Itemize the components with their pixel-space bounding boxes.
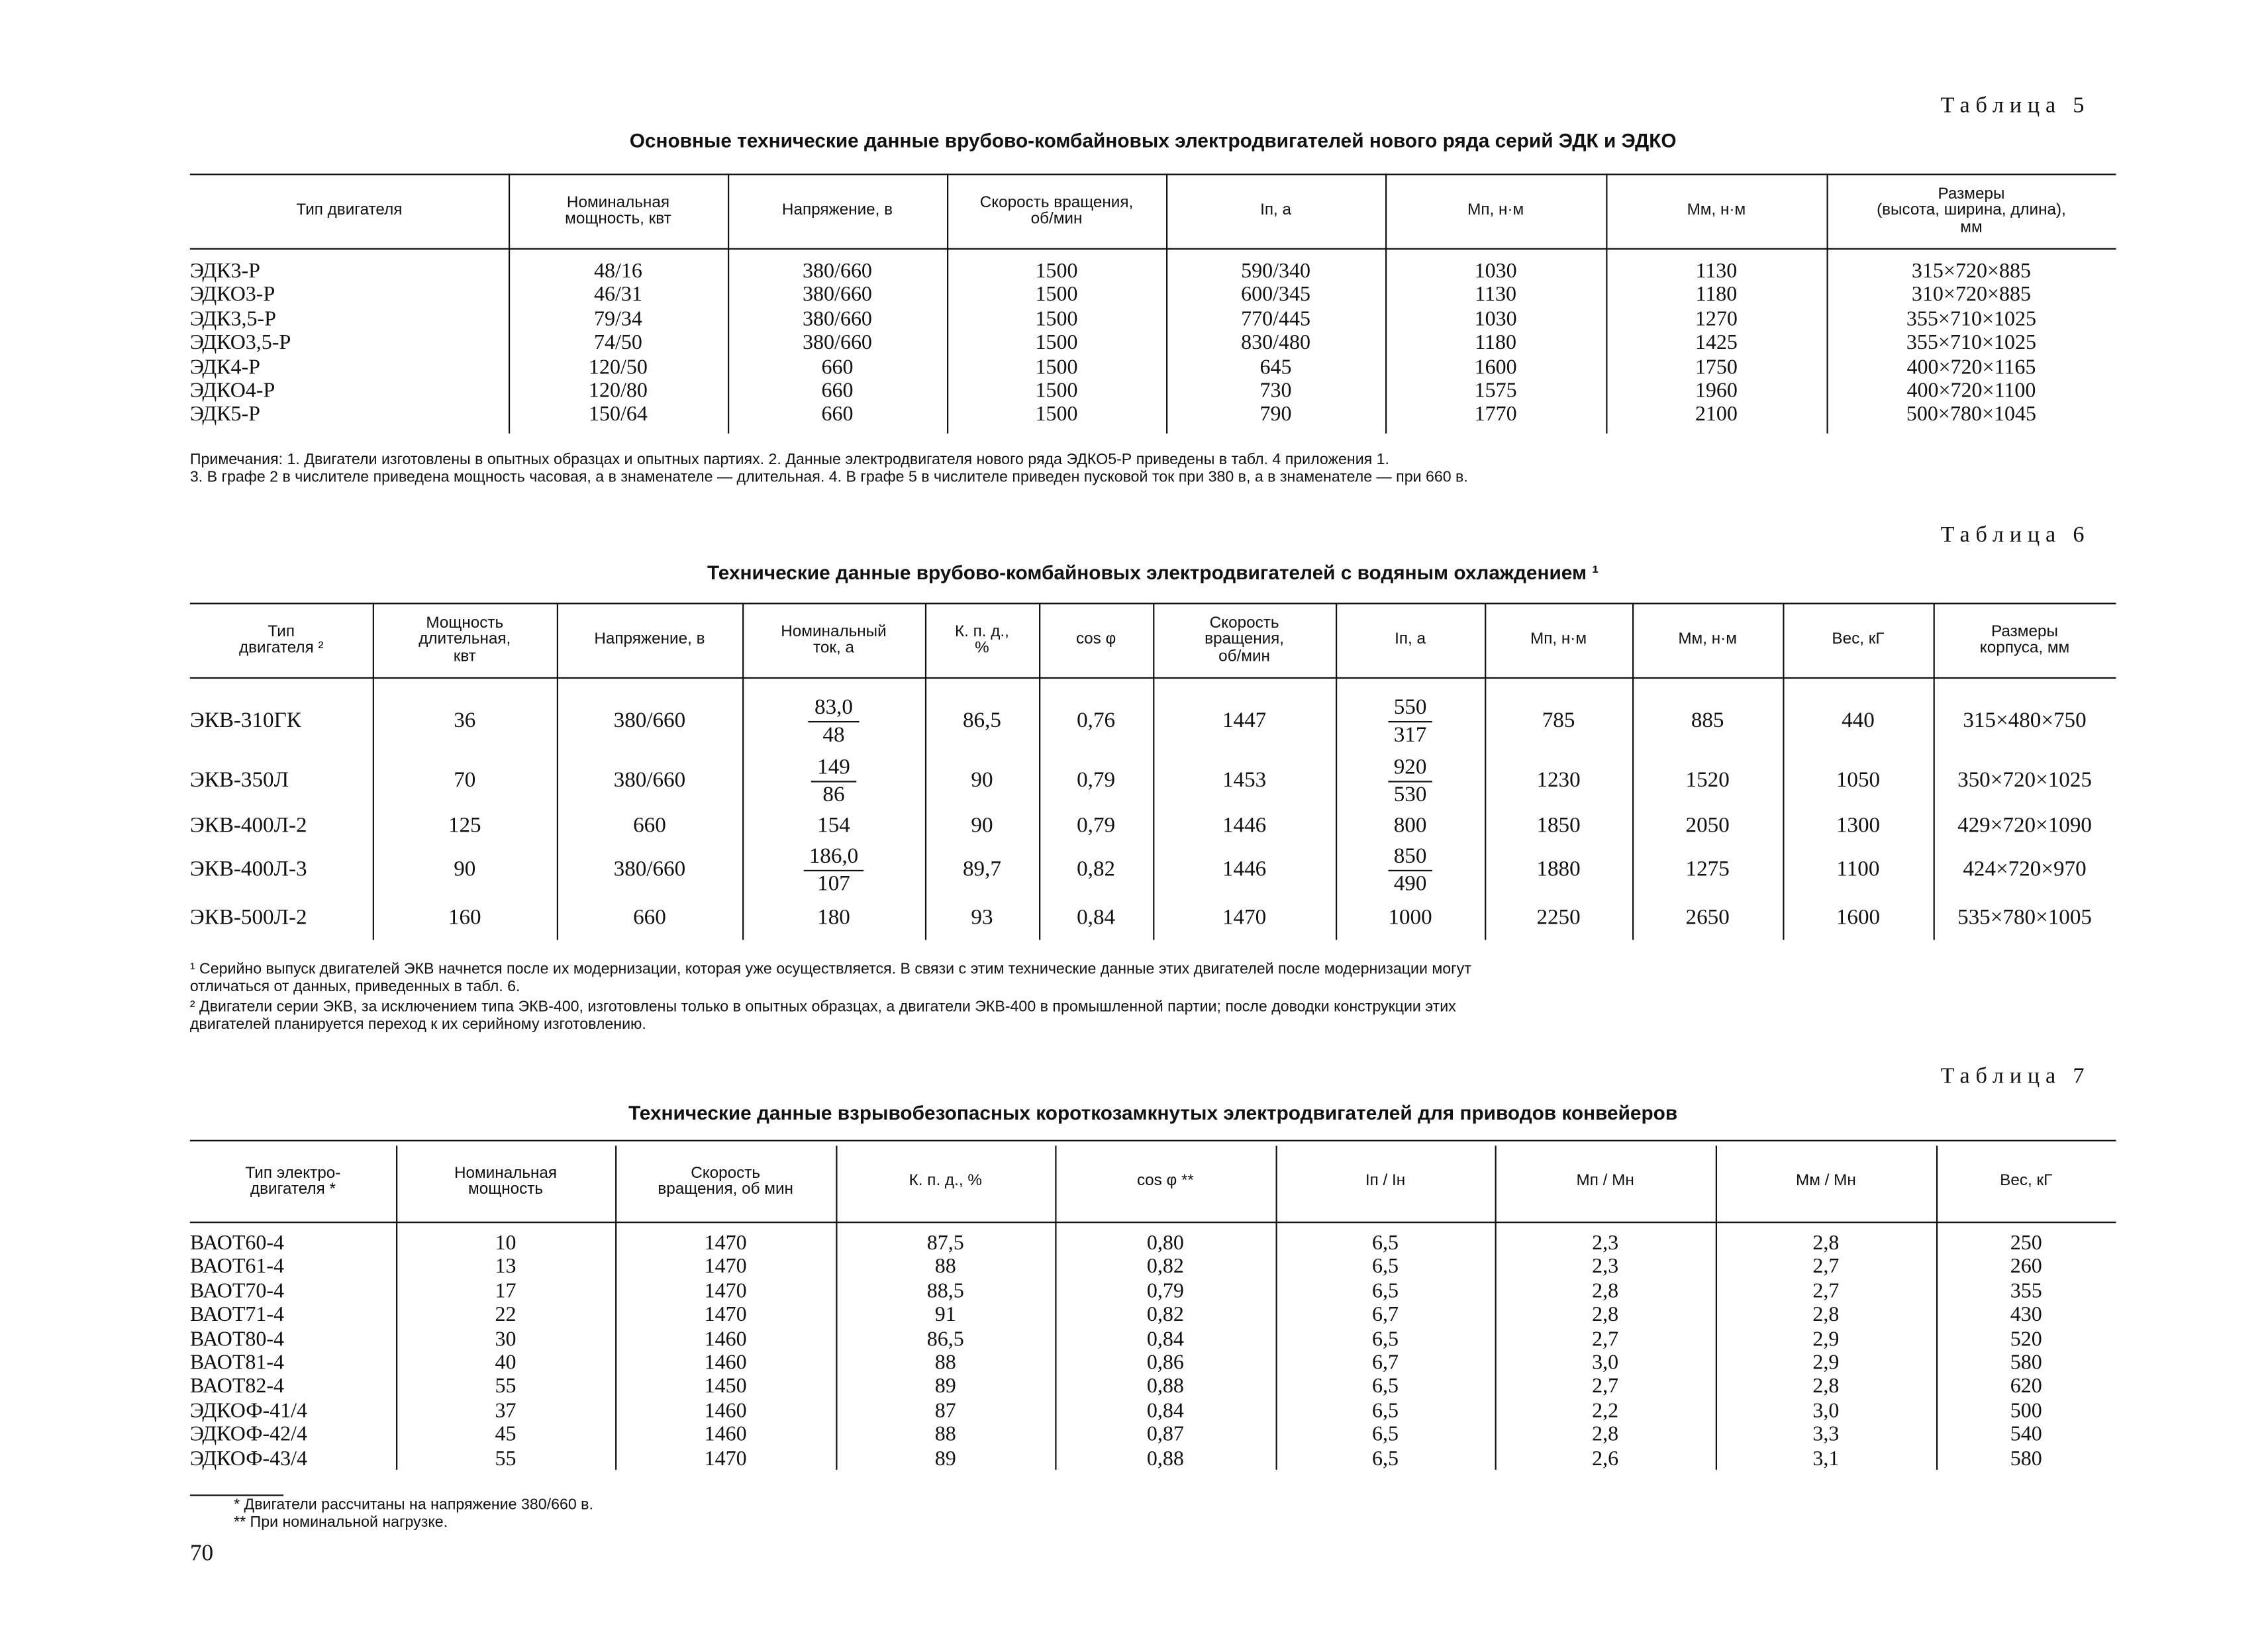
table7-cell: ЭДКОФ-43/4: [189, 1447, 308, 1471]
table7-cell: 87,5: [926, 1232, 964, 1255]
table5-cell: 74/50: [594, 331, 642, 356]
table6-footnote-1: ¹ Серийно выпуск двигателей ЭКВ начнется после их модернизации, которая уже осуществляется. В связи с этим технические данные этих двигателей после модернизации могут отличаться от данных, приведенных в табл. 6.: [189, 960, 1471, 995]
table5-cell: ЭДК3,5-Р: [189, 307, 276, 331]
table6-cell: 0,76: [1077, 708, 1116, 732]
table6-header-cell: Скорость вращения, об/мин: [1205, 614, 1285, 665]
table5-cell: ЭДКО3-Р: [189, 283, 275, 307]
table5-cell: 120/80: [589, 379, 648, 403]
table6-cell: ЭКВ-350Л: [189, 768, 289, 792]
table6-cell: 2650: [1685, 905, 1730, 930]
table7-header-cell: cos φ **: [1136, 1172, 1194, 1190]
table6-cell: $\frac{83,0}{48}$: [742, 692, 925, 750]
table6-cell: 1453: [1222, 768, 1267, 792]
table5-cell: 400×720×1165: [1906, 355, 2036, 379]
table7-cell: 0,79: [1146, 1279, 1184, 1304]
table6-label: Таблица 6: [1940, 522, 2091, 548]
table7-cell: ВАОТ71-4: [189, 1303, 285, 1328]
table5-cell: 380/660: [803, 307, 872, 331]
table7-header-cell: Вес, кГ: [2000, 1172, 2053, 1190]
table6-cell: 1300: [1836, 813, 1881, 838]
table7-cell: 2,7: [1812, 1279, 1840, 1304]
table7-cell: 0,80: [1146, 1232, 1184, 1255]
table6-cell: $\frac{850}{490}$: [1336, 841, 1485, 899]
table6-cell: 785: [1542, 708, 1575, 732]
table5-header-cell: Мп, н·м: [1467, 201, 1524, 220]
table6-cell: 0,82: [1077, 857, 1116, 881]
table5-cell: 400×720×1100: [1906, 379, 2036, 403]
table7-cell: 2,7: [1592, 1328, 1619, 1351]
table7-cell: 2,9: [1812, 1351, 1840, 1375]
table7-cell: 580: [2010, 1447, 2042, 1471]
table5-cell: 355×710×1025: [1906, 307, 2037, 331]
table5-cell: 1270: [1695, 307, 1738, 331]
table7-cell: 6,5: [1372, 1255, 1399, 1279]
table6-cell: 380/660: [613, 708, 686, 732]
table7-cell: 37: [495, 1399, 517, 1423]
table7-top-rule: [190, 1140, 2116, 1141]
table6-cell: 70: [454, 768, 476, 792]
table6-cell: 380/660: [613, 768, 686, 792]
table5-cell: 1425: [1695, 331, 1738, 356]
table5-cell: 1500: [1035, 283, 1078, 307]
table5-cell: 46/31: [594, 283, 642, 307]
table6-cell: 90: [971, 768, 993, 792]
table7-cell: 88: [934, 1255, 956, 1279]
table7-cell: 6,5: [1372, 1279, 1399, 1304]
table7-cell: 6,5: [1372, 1375, 1399, 1399]
table7-cell: 1450: [704, 1375, 747, 1399]
table7-cell: 3,1: [1812, 1447, 1840, 1471]
table6-header-cell: Тип двигателя ²: [238, 622, 324, 657]
table7-footnote-1: * Двигатели рассчитаны на напряжение 380/660 в.: [234, 1496, 593, 1514]
table5-cell: 1180: [1475, 331, 1517, 356]
table7-cell: 6,5: [1372, 1232, 1399, 1255]
table7-cell: 355: [2010, 1279, 2042, 1304]
table6-cell: ЭКВ-400Л-3: [189, 857, 307, 881]
table7-cell: 6,5: [1372, 1399, 1399, 1423]
table7-cell: 1470: [704, 1232, 747, 1255]
table7-cell: 22: [495, 1303, 517, 1328]
table7-cell: ВАОТ61-4: [189, 1255, 285, 1279]
table7-cell: 17: [495, 1279, 517, 1304]
table7-cell: 0,86: [1146, 1351, 1184, 1375]
table6-cell: 660: [633, 905, 666, 930]
table6-cell: 440: [1842, 708, 1875, 732]
table5-cell: 1500: [1035, 331, 1078, 356]
table7-cell: 2,7: [1812, 1255, 1840, 1279]
table5-cell: 1130: [1695, 260, 1738, 283]
table6-cell: 535×780×1005: [1957, 905, 2092, 930]
table6-cell: 1600: [1836, 905, 1881, 930]
table5-title: Основные технические данные врубово-комбайновых электродвигателей нового ряда серий ЭДК и ЭДКО: [629, 130, 1677, 152]
table7-cell: 0,88: [1146, 1375, 1184, 1399]
table6-cell: 1230: [1536, 768, 1581, 792]
table5-cell: 1030: [1474, 260, 1517, 283]
table7-header-rule: [190, 1222, 2116, 1223]
table6-cell: 429×720×1090: [1957, 813, 2092, 838]
table5-cell: 1180: [1695, 283, 1738, 307]
table7-cell: 260: [2010, 1255, 2042, 1279]
table5-header-cell: Iп, а: [1260, 201, 1291, 220]
table7-header-cell: Номинальная мощность: [454, 1164, 558, 1198]
table5-cell: 1500: [1035, 260, 1078, 283]
table5-cell: 1030: [1474, 307, 1517, 331]
table6-header-cell: Iп, а: [1395, 630, 1426, 649]
table6-cell: 0,79: [1077, 768, 1116, 792]
table5-note: Примечания: 1. Двигатели изготовлены в опытных образцах и опытных партиях. 2. Данные электродвигателя нового ряда ЭДКО5-Р приведены в табл. 4 приложения 1. 3. В графе 2 в числителе приведена мощность часовая, а в знаменателе — длительная. 4. В графе 5 в числителе приведен пусковой ток при 380 в, а в знаменателе — при 660 в.: [189, 451, 1468, 485]
table5-cell: 730: [1259, 379, 1292, 403]
table7-cell: 430: [2010, 1303, 2042, 1328]
table7-cell: ВАОТ80-4: [189, 1328, 285, 1351]
table5-cell: 1500: [1035, 307, 1078, 331]
table5-cell: 500×780×1045: [1906, 403, 2037, 427]
table6-cell: 89,7: [963, 857, 1001, 881]
table5-cell: ЭДКО4-Р: [189, 379, 275, 403]
table5-cell: 1500: [1035, 379, 1078, 403]
table7-cell: ВАОТ60-4: [189, 1232, 285, 1255]
table6-cell: 1446: [1222, 813, 1267, 838]
table7-cell: 6,7: [1372, 1351, 1399, 1375]
table6-header-cell: Мощность длительная, квт: [419, 614, 511, 665]
table7-cell: 1460: [704, 1328, 747, 1351]
table7-cell: 0,87: [1146, 1423, 1184, 1447]
table6-cell: 154: [817, 813, 850, 838]
table7-cell: 2,8: [1812, 1375, 1840, 1399]
table7-cell: 2,6: [1592, 1447, 1619, 1471]
table6-cell: ЭКВ-310ГК: [189, 708, 301, 732]
table7-cell: 88: [934, 1351, 956, 1375]
table6-cell: 380/660: [613, 857, 686, 881]
table7-cell: 40: [495, 1351, 517, 1375]
table7-cell: 0,84: [1146, 1399, 1184, 1423]
table6-cell: 315×480×750: [1963, 708, 2087, 732]
table7-cell: 0,82: [1146, 1303, 1184, 1328]
table6-cell: 1850: [1536, 813, 1581, 838]
table5-cell: 1130: [1475, 283, 1517, 307]
table7-cell: 2,8: [1812, 1232, 1840, 1255]
table6-title: Технические данные врубово-комбайновых электродвигателей с водяным охлаждением ¹: [707, 561, 1599, 584]
table5-cell: 310×720×885: [1911, 283, 2032, 307]
table5-cell: ЭДК4-Р: [189, 355, 260, 379]
table7-header-cell: Скорость вращения, об мин: [658, 1164, 793, 1198]
table5-cell: 380/660: [803, 331, 872, 356]
table7-cell: 88,5: [926, 1279, 964, 1304]
table7-label: Таблица 7: [1940, 1064, 2091, 1089]
table7-cell: 3,0: [1592, 1351, 1619, 1375]
table5-header-cell: Номинальная мощность, квт: [565, 193, 671, 228]
table5-cell: 380/660: [803, 283, 872, 307]
table6-cell: 1447: [1222, 708, 1267, 732]
table5-cell: 1960: [1695, 379, 1738, 403]
table6-cell: 1100: [1836, 857, 1880, 881]
table6-cell: 160: [448, 905, 481, 930]
table6-header-cell: Номинальный ток, а: [781, 622, 887, 657]
table5-cell: ЭДК5-Р: [189, 403, 260, 427]
table6-header-cell: Размеры корпуса, мм: [1979, 622, 2070, 657]
table6-cell: 2250: [1536, 905, 1581, 930]
table7-cell: 0,88: [1146, 1447, 1184, 1471]
table5-cell: ЭДК3-Р: [189, 260, 260, 283]
table5-cell: 355×710×1025: [1906, 331, 2037, 356]
table7-header-cell: Мм / Мн: [1795, 1172, 1856, 1190]
table7-cell: 580: [2010, 1351, 2042, 1375]
table5-cell: 660: [821, 403, 854, 427]
table7-cell: 2,8: [1592, 1423, 1619, 1447]
table7-cell: 540: [2010, 1423, 2042, 1447]
table7-cell: 55: [495, 1375, 517, 1399]
table7-cell: 13: [495, 1255, 517, 1279]
table7-cell: 250: [2010, 1232, 2042, 1255]
table6-cell: 1470: [1222, 905, 1267, 930]
table6-header-cell: К. п. д., %: [955, 622, 1009, 657]
table7-cell: 45: [495, 1423, 517, 1447]
table7-cell: ВАОТ70-4: [189, 1279, 285, 1304]
table7-cell: 1470: [704, 1255, 747, 1279]
table7-cell: ВАОТ82-4: [189, 1375, 285, 1399]
table6-cell: 180: [817, 905, 850, 930]
table6-cell: 660: [633, 813, 666, 838]
table5-cell: 120/50: [589, 355, 648, 379]
table7-header-cell: Iп / Iн: [1365, 1172, 1406, 1190]
table5-cell: 48/16: [594, 260, 642, 283]
table6-cell: 1880: [1536, 857, 1581, 881]
table7-cell: 500: [2010, 1399, 2042, 1423]
table5-cell: 2100: [1695, 403, 1738, 427]
table7-cell: 89: [934, 1447, 956, 1471]
table7-cell: 6,5: [1372, 1328, 1399, 1351]
table7-cell: 1460: [704, 1351, 747, 1375]
table6-cell: ЭКВ-400Л-2: [189, 813, 307, 838]
table6-cell: $\frac{186,0}{107}$: [742, 841, 925, 899]
table7-cell: 520: [2010, 1328, 2042, 1351]
table6-cell: 1275: [1685, 857, 1730, 881]
table6-cell: $\frac{550}{317}$: [1336, 692, 1485, 750]
table6-cell: 125: [448, 813, 481, 838]
table6-cell: 885: [1691, 708, 1724, 732]
table6-header-cell: Мм, н·м: [1678, 630, 1737, 649]
table5-cell: 1500: [1035, 355, 1078, 379]
table7-cell: 2,9: [1812, 1328, 1840, 1351]
table6-cell: 350×720×1025: [1957, 768, 2092, 792]
table7-cell: 2,8: [1592, 1279, 1619, 1304]
table5-label: Таблица 5: [1940, 93, 2091, 119]
table5-cell: 770/445: [1241, 307, 1310, 331]
table7-cell: 1460: [704, 1399, 747, 1423]
table6-cell: 1000: [1388, 905, 1432, 930]
table5-cell: 79/34: [594, 307, 642, 331]
table6-header-cell: Напряжение, в: [594, 630, 705, 649]
table6-cell: 800: [1393, 813, 1427, 838]
table5-header-cell: Тип двигателя: [296, 201, 403, 220]
table5-cell: 590/340: [1241, 260, 1310, 283]
table5-cell: 660: [821, 379, 854, 403]
table7-cell: 6,5: [1372, 1423, 1399, 1447]
table6-cell: 90: [454, 857, 476, 881]
table7-cell: 30: [495, 1328, 517, 1351]
table7-cell: ВАОТ81-4: [189, 1351, 285, 1375]
table5-cell: 790: [1259, 403, 1292, 427]
table7-cell: 0,84: [1146, 1328, 1184, 1351]
table7-cell: 1470: [704, 1447, 747, 1471]
table7-cell: ЭДКОФ-42/4: [189, 1423, 308, 1447]
table7-cell: 3,3: [1812, 1423, 1840, 1447]
table6-cell: 36: [454, 708, 476, 732]
table7-cell: 1460: [704, 1423, 747, 1447]
table6-cell: 93: [971, 905, 993, 930]
page-number: 70: [189, 1541, 214, 1567]
table5-header-cell: Размеры (высота, ширина, длина), мм: [1877, 185, 2066, 236]
table6-header-cell: Вес, кГ: [1832, 630, 1885, 649]
table7-cell: 6,7: [1372, 1303, 1399, 1328]
table5-header-cell: Напряжение, в: [781, 201, 893, 220]
table7-cell: ЭДКОФ-41/4: [189, 1399, 308, 1423]
table7-cell: 3,0: [1812, 1399, 1840, 1423]
table7-title: Технические данные взрывобезопасных короткозамкнутых электродвигателей для приводов конвейеров: [628, 1102, 1678, 1124]
table5-cell: 380/660: [803, 260, 872, 283]
table5-header-cell: Скорость вращения, об/мин: [979, 193, 1134, 228]
table6-cell: 86,5: [963, 708, 1001, 732]
table7-cell: 86,5: [926, 1328, 964, 1351]
table7-cell: 6,5: [1372, 1447, 1399, 1471]
table6-cell: 1050: [1836, 768, 1881, 792]
table6-header-cell: cos φ: [1075, 630, 1116, 649]
table7-cell: 87: [934, 1399, 956, 1423]
table7-cell: 55: [495, 1447, 517, 1471]
table7-cell: 1470: [704, 1303, 747, 1328]
table7-cell: 0,82: [1146, 1255, 1184, 1279]
table6-cell: ЭКВ-500Л-2: [189, 905, 307, 930]
table7-cell: 91: [934, 1303, 956, 1328]
table7-cell: 2,8: [1812, 1303, 1840, 1328]
table7-cell: 2,8: [1592, 1303, 1619, 1328]
table5-cell: 315×720×885: [1911, 260, 2032, 283]
table5-cell: 645: [1259, 355, 1292, 379]
table5-cell: 1575: [1474, 379, 1517, 403]
table7-cell: 1470: [704, 1279, 747, 1304]
table6-cell: $\frac{920}{530}$: [1336, 751, 1485, 810]
table5-cell: 1770: [1474, 403, 1517, 427]
table6-cell: 90: [971, 813, 993, 838]
table7-cell: 2,2: [1592, 1399, 1619, 1423]
table7-cell: 2,7: [1592, 1375, 1619, 1399]
table6-cell: 0,79: [1077, 813, 1116, 838]
table6-footnote-2: ² Двигатели серии ЭКВ, за исключением типа ЭКВ-400, изготовлены только в опытных образцах, а двигатели ЭКВ-400 в промышленной партии; после доводки конструкции этих двигателей планируется переход к их серийному изготовлению.: [189, 998, 1456, 1033]
table6-cell: 424×720×970: [1963, 857, 2087, 881]
table5-cell: 150/64: [589, 403, 648, 427]
table7-cell: 620: [2010, 1375, 2042, 1399]
table7-header-cell: Тип электро- двигателя *: [245, 1164, 341, 1198]
table7-cell: 88: [934, 1423, 956, 1447]
table5-header-cell: Мм, н·м: [1687, 201, 1746, 220]
table5-cell: 830/480: [1241, 331, 1310, 356]
table7-footnote-2: ** При номинальной нагрузке.: [234, 1513, 448, 1531]
table7-cell: 2,3: [1592, 1255, 1619, 1279]
table6-header-cell: Мп, н·м: [1530, 630, 1587, 649]
table5-cell: 660: [821, 355, 854, 379]
table7-cell: 2,3: [1592, 1232, 1619, 1255]
table5-cell: 1600: [1474, 355, 1517, 379]
table5-cell: 600/345: [1241, 283, 1310, 307]
table5-cell: 1500: [1035, 403, 1078, 427]
table7-cell: 10: [495, 1232, 517, 1255]
table6-cell: 0,84: [1077, 905, 1116, 930]
table7-header-cell: Мп / Мн: [1576, 1172, 1634, 1190]
table6-cell: 1520: [1685, 768, 1730, 792]
table5-cell: ЭДКО3,5-Р: [189, 331, 291, 356]
table7-header-cell: К. п. д., %: [909, 1172, 982, 1190]
table6-cell: 1446: [1222, 857, 1267, 881]
table6-cell: $\frac{149}{86}$: [742, 751, 925, 810]
table6-cell: 2050: [1685, 813, 1730, 838]
table7-cell: 89: [934, 1375, 956, 1399]
table5-cell: 1750: [1695, 355, 1738, 379]
